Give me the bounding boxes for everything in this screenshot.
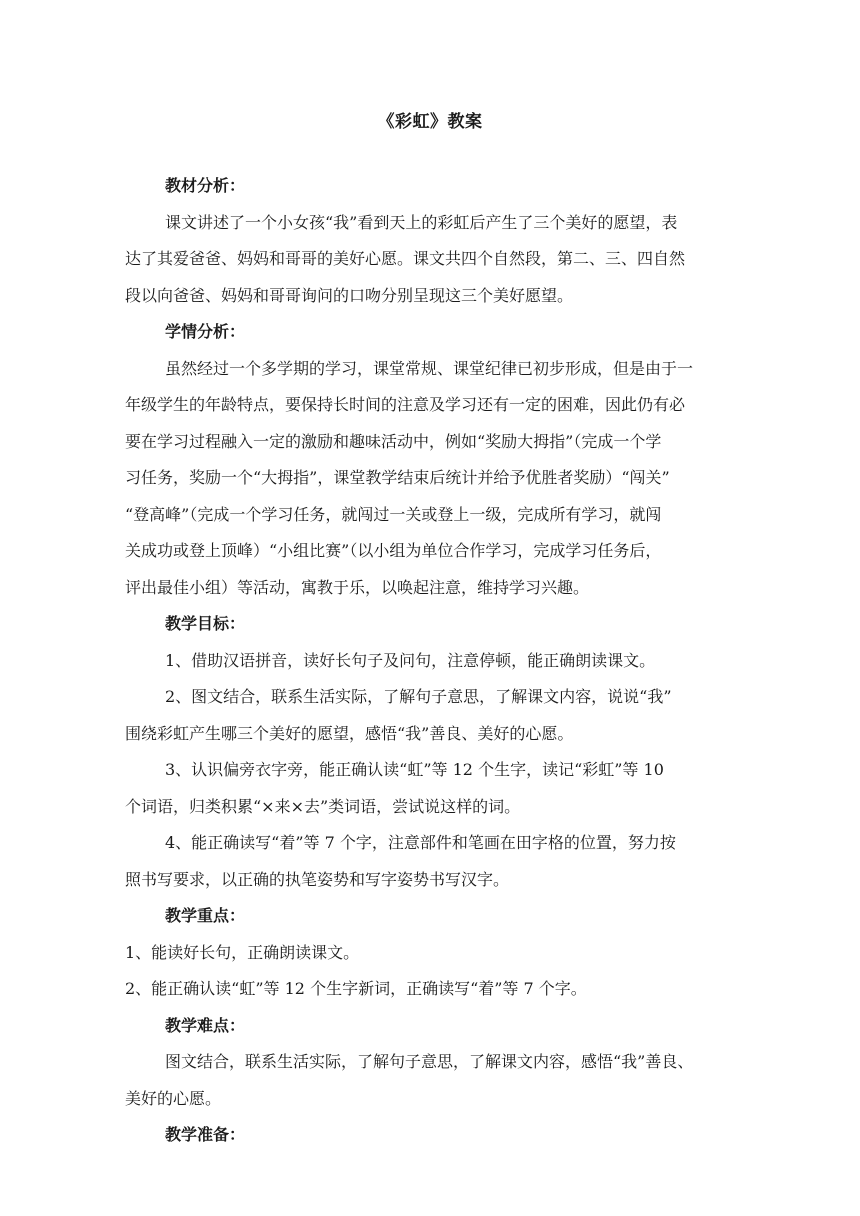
paragraph-line: 个词语，归类积累“×来×去”类词语，尝试说这样的词。 [125, 796, 521, 816]
paragraph-line: 虽然经过一个多学期的学习，课堂常规、课堂纪律已初步形成，但是由于一 [165, 358, 694, 378]
section-heading-teaching-objectives: 教学目标： [165, 614, 246, 633]
paragraph-line: 围绕彩虹产生哪三个美好的愿望，感悟“我”善良、美好的心愿。 [125, 723, 574, 743]
paragraph-line: 课文讲述了一个小女孩“我”看到天上的彩虹后产生了三个美好的愿望，表 [165, 212, 678, 232]
paragraph-line: 图文结合，联系生活实际，了解句子意思，了解课文内容，感悟“我”善良、 [165, 1052, 694, 1071]
paragraph-line: “登高峰”（完成一个学习任务，就闯过一关或登上一级，完成所有学习，就闯 [125, 504, 662, 524]
paragraph-line: 美好的心愿。 [125, 1088, 222, 1108]
paragraph-line: 2、图文结合，联系生活实际，了解句子意思，了解课文内容，说说“我” [165, 687, 672, 706]
document-title: 《彩虹》教案 [377, 112, 483, 132]
section-heading-teaching-difficulty: 教学难点： [165, 1015, 246, 1035]
paragraph-line: 达了其爱爸爸、妈妈和哥哥的美好心愿。课文共四个自然段，第二、三、四自然 [125, 249, 686, 268]
paragraph-line: 2、能正确认读“虹”等 12 个生字新词，正确读写“着”等 7 个字。 [125, 979, 587, 998]
section-heading-teaching-focus: 教学重点： [165, 906, 246, 925]
paragraph-line: 年级学生的年龄特点，要保持长时间的注意及学习还有一定的困难，因此仍有必 [125, 395, 686, 414]
paragraph-line: 照书写要求，以正确的执笔姿势和写字姿势书写汉字。 [125, 869, 510, 889]
paragraph-line: 习任务，奖励一个“大拇指”，课堂教学结束后统计并给予优胜者奖励）“闯关” [125, 468, 670, 487]
paragraph-line: 要在学习过程融入一定的激励和趣味活动中，例如“奖励大拇指”（完成一个学 [125, 431, 662, 451]
paragraph-line: 关成功或登上顶峰）“小组比赛”（以小组为单位合作学习，完成学习任务后， [125, 541, 662, 560]
paragraph-line: 3、认识偏旁衣字旁，能正确认读“虹”等 12 个生字，读记“彩虹”等 10 [165, 760, 664, 779]
section-heading-teaching-preparation: 教学准备： [165, 1125, 246, 1144]
paragraph-line: 评出最佳小组）等活动，寓教于乐，以唤起注意，维持学习兴趣。 [125, 577, 590, 597]
paragraph-line: 1、能读好长句，正确朗读课文。 [125, 942, 360, 962]
section-heading-textbook-analysis: 教材分析： [165, 176, 246, 195]
section-heading-student-analysis: 学情分析： [165, 322, 246, 341]
paragraph-line: 段以向爸爸、妈妈和哥哥询问的口吻分别呈现这三个美好愿望。 [125, 285, 574, 305]
paragraph-line: 1、借助汉语拼音，读好长句子及问句，注意停顿，能正确朗读课文。 [165, 650, 656, 670]
document-body [125, 168, 733, 1154]
paragraph-line: 4、能正确读写“着”等 7 个字，注意部件和笔画在田字格的位置，努力按 [165, 833, 676, 852]
